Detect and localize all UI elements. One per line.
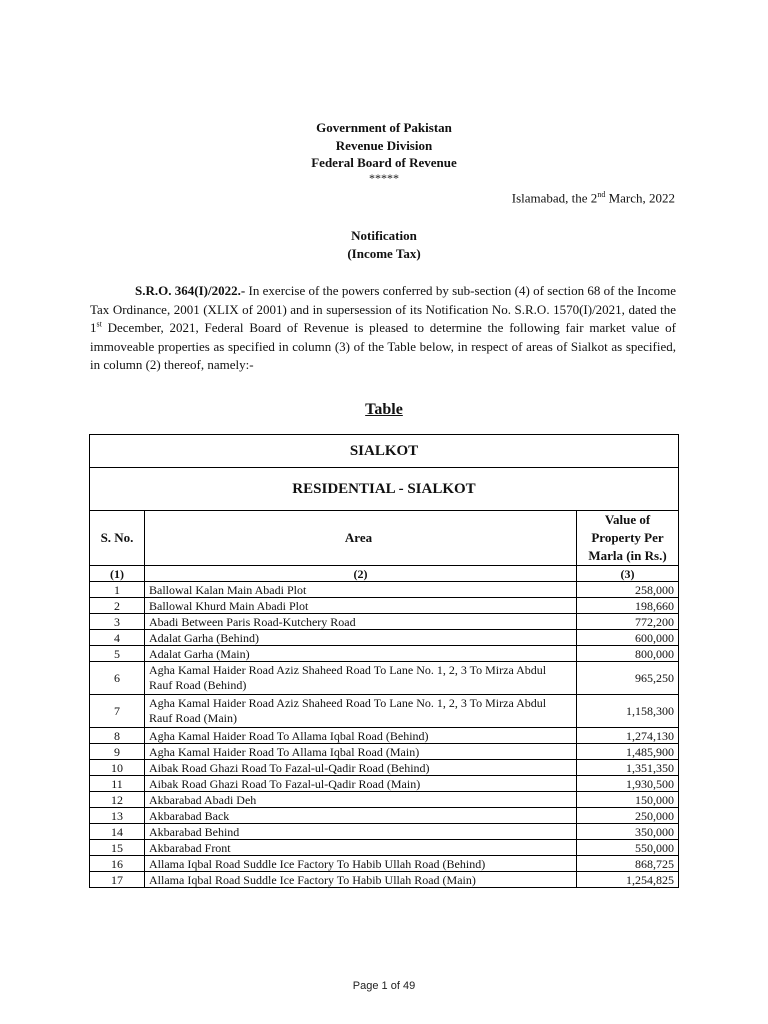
row-area: Aibak Road Ghazi Road To Fazal-ul-Qadir Road (Main) [145,776,577,792]
row-area: Akbarabad Front [145,840,577,856]
row-sno: 13 [90,808,145,824]
paragraph-text-1: In exercise of the powers conferred by sub-section (4) of section 68 of the Income Tax Ordinance, 2001 (XLIX of 2001) and in supersession of its Notification No. S.R.O. 1570(I)/2021, dated the 1 [90,283,676,335]
table-title: Table [365,401,403,418]
row-sno: 14 [90,824,145,840]
row-area: Adalat Garha (Behind) [145,630,577,646]
row-area: Akbarabad Back [145,808,577,824]
row-area: Abadi Between Paris Road-Kutchery Road [145,614,577,630]
table-row [90,840,679,856]
table-row [90,872,679,888]
row-area: Allama Iqbal Road Suddle Ice Factory To Habib Ullah Road (Behind) [145,856,577,872]
row-area: Agha Kamal Haider Road To Allama Iqbal Road (Main) [145,744,577,760]
date-suffix-ordinal: nd [597,190,606,199]
row-value: 1,158,300 [577,695,679,728]
notification-heading [0,227,768,263]
row-value: 800,000 [577,646,679,662]
row-sno: 17 [90,872,145,888]
row-sno: 16 [90,856,145,872]
table-row [90,630,679,646]
row-value: 1,274,130 [577,728,679,744]
row-value: 258,000 [577,582,679,598]
table-row [90,760,679,776]
page-number: Page 1 of 49 [352,980,416,992]
row-value: 965,250 [577,662,679,695]
column-header-value: Value of Property Per Marla (in Rs.) [577,511,679,566]
row-sno: 9 [90,744,145,760]
notification-title: Notification [351,228,417,243]
row-sno: 5 [90,646,145,662]
table-row [90,695,679,728]
row-value: 1,351,350 [577,760,679,776]
header-government: Government of Pakistan [316,120,452,135]
column-number-3: (3) [577,566,679,582]
row-area: Akbarabad Behind [145,824,577,840]
header-stars: ***** [369,170,399,185]
table-row [90,598,679,614]
table-row [90,728,679,744]
row-sno: 2 [90,598,145,614]
row-area: Agha Kamal Haider Road To Allama Iqbal Road (Behind) [145,728,577,744]
table-row [90,646,679,662]
table-row [90,776,679,792]
column-header-area: Area [145,511,577,566]
table-row [90,856,679,872]
row-area: Ballowal Kalan Main Abadi Plot [145,582,577,598]
row-sno: 11 [90,776,145,792]
row-value: 1,254,825 [577,872,679,888]
table-row [90,614,679,630]
row-value: 250,000 [577,808,679,824]
row-value: 350,000 [577,824,679,840]
property-value-table [89,434,679,888]
column-header-sno: S. No. [90,511,145,566]
row-sno: 1 [90,582,145,598]
table-section-banner: RESIDENTIAL - SIALKOT [90,468,679,511]
row-value: 150,000 [577,792,679,808]
row-sno: 7 [90,695,145,728]
row-value: 600,000 [577,630,679,646]
row-area: Ballowal Khurd Main Abadi Plot [145,598,577,614]
paragraph-ordinal: st [96,319,102,329]
row-sno: 3 [90,614,145,630]
row-value: 1,930,500 [577,776,679,792]
row-sno: 10 [90,760,145,776]
paragraph-text-2: December, 2021, Federal Board of Revenue is pleased to determine the following fair market value of immoveable properties as specified in column (3) of the Table below, in respect of areas of Sialkot as specified, in column (2) thereof, namely:- [90,320,676,372]
notification-subtitle: (Income Tax) [347,246,421,261]
row-value: 1,485,900 [577,744,679,760]
row-area: Akbarabad Abadi Deh [145,792,577,808]
row-area: Agha Kamal Haider Road Aziz Shaheed Road To Lane No. 1, 2, 3 To Mirza Abdul Rauf Road (Behind) [145,662,577,695]
column-number-1: (1) [90,566,145,582]
sro-number: S.R.O. 364(I)/2022.- [135,283,246,298]
table-row [90,582,679,598]
table-row [90,662,679,695]
row-value: 550,000 [577,840,679,856]
row-area: Aibak Road Ghazi Road To Fazal-ul-Qadir Road (Behind) [145,760,577,776]
row-area: Adalat Garha (Main) [145,646,577,662]
notification-paragraph [90,282,676,375]
row-sno: 15 [90,840,145,856]
column-number-2: (2) [145,566,577,582]
row-sno: 4 [90,630,145,646]
row-area: Allama Iqbal Road Suddle Ice Factory To Habib Ullah Road (Main) [145,872,577,888]
row-sno: 12 [90,792,145,808]
header-division: Revenue Division [335,137,433,153]
notification-date [512,190,675,206]
table-row [90,792,679,808]
date-month-year: March, 2022 [605,190,675,206]
row-value: 772,200 [577,614,679,630]
table-body [90,582,679,888]
document-header [0,119,768,184]
table-row [90,808,679,824]
table-row [90,824,679,840]
row-value: 868,725 [577,856,679,872]
table-row [90,744,679,760]
row-sno: 6 [90,662,145,695]
row-area: Agha Kamal Haider Road Aziz Shaheed Road To Lane No. 1, 2, 3 To Mirza Abdul Rauf Road (Main) [145,695,577,728]
row-value: 198,660 [577,598,679,614]
date-prefix: Islamabad, the 2 [511,190,598,206]
header-board: Federal Board of Revenue [311,155,457,170]
row-sno: 8 [90,728,145,744]
table-city-banner: SIALKOT [90,435,679,468]
